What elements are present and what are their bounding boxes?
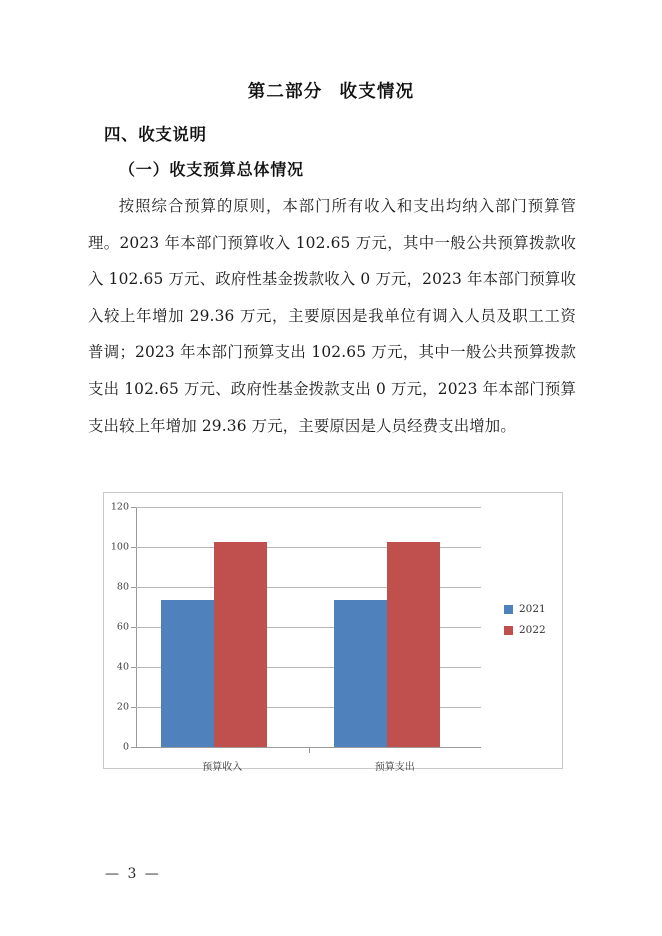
chart-legend-label: 2022 xyxy=(519,624,546,636)
chart-y-tick xyxy=(131,627,136,628)
chart-category-label: 预算支出 xyxy=(374,762,415,773)
chart-legend-item xyxy=(504,603,546,615)
chart-bar xyxy=(161,600,214,747)
page-footer: — 3 — xyxy=(105,866,161,882)
chart-y-tick xyxy=(131,587,136,588)
chart-legend-item xyxy=(504,624,546,636)
chart-y-tick-label: 120 xyxy=(110,501,129,513)
chart-y-tick-label: 0 xyxy=(122,741,129,753)
chart-y-tick-label: 60 xyxy=(116,621,129,633)
chart-bar xyxy=(214,542,267,747)
part-title-left: 第二部分 xyxy=(247,82,323,102)
sub-heading: （一）收支预算总体情况 xyxy=(119,160,304,179)
chart-plot-inner xyxy=(110,501,481,773)
chart-legend-swatch xyxy=(504,605,513,614)
chart-y-tick-label: 40 xyxy=(116,661,129,673)
chart-plot-area xyxy=(110,501,481,773)
chart-bar xyxy=(334,600,387,747)
part-title-right: 收支情况 xyxy=(339,82,415,102)
chart-bar xyxy=(387,542,440,747)
chart-y-tick xyxy=(131,507,136,508)
chart-legend-label: 2021 xyxy=(519,603,546,615)
chart-y-tick-label: 100 xyxy=(110,541,129,553)
budget-bar-chart xyxy=(103,492,563,773)
chart-y-tick xyxy=(131,747,136,748)
chart-legend xyxy=(504,603,546,645)
chart-legend-swatch xyxy=(504,626,513,635)
body-paragraph: 按照综合预算的原则，本部门所有收入和支出均纳入部门预算管理。2023 年本部门预算收入 102.65 万元，其中一般公共预算拨款收入 102.65 万元、政府性基金拨款收入 0 万元，2023 年本部门预算收入较上年增加 29.36 万元，主要原因是我单位有调入人员及职工工资普调；2023 年本部门预算支出 102.65 万元，其中一般公共预算拨款支出 102.65 万元、政府性基金拨款支出 0 万元，2023 年本部门预算支出较上年增加 29.36 万元，主要原因是人员经费支出增加。 xyxy=(88,197,576,435)
chart-y-tick-label: 20 xyxy=(116,701,129,713)
part-title xyxy=(0,78,662,103)
chart-gridline xyxy=(136,507,481,508)
section-heading: 四、收支说明 xyxy=(104,125,207,144)
chart-category-separator xyxy=(309,747,310,753)
chart-y-tick xyxy=(131,547,136,548)
chart-y-tick xyxy=(131,667,136,668)
chart-y-tick-label: 80 xyxy=(116,581,129,593)
chart-category-label: 预算收入 xyxy=(202,762,243,773)
chart-y-tick xyxy=(131,707,136,708)
